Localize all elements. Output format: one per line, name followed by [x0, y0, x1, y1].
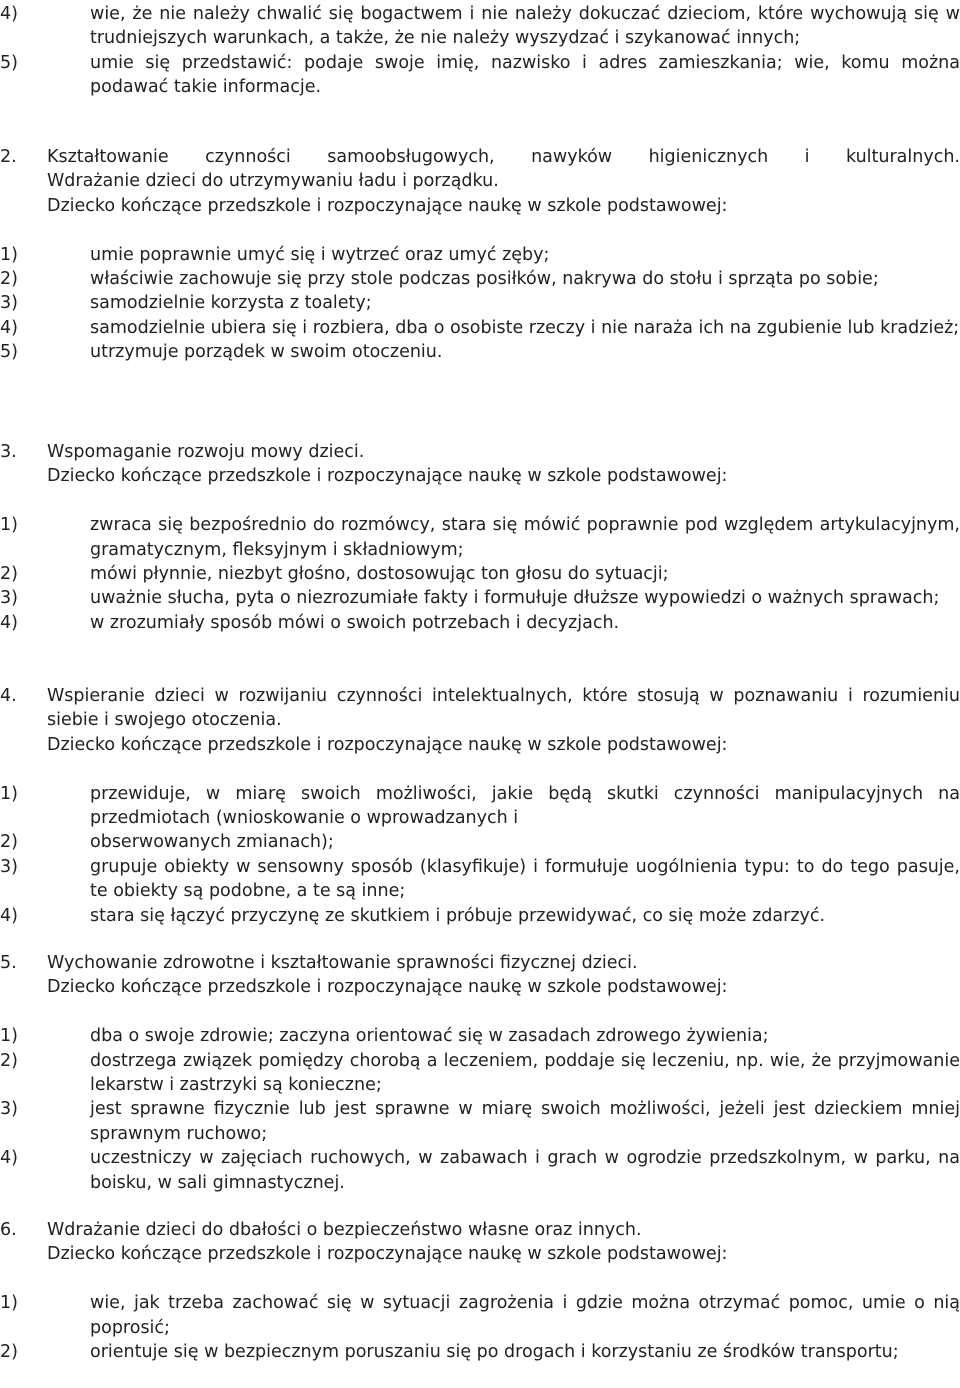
- section-2: [0, 145, 960, 365]
- item-text: samodzielnie korzysta z toalety;: [90, 293, 372, 314]
- section-number: 3.: [0, 442, 17, 462]
- item-text: obserwowanych zmianach);: [90, 832, 334, 853]
- item-text: mówi płynnie, niezbyt głośno, dostosowując ton głosu do sytuacji;: [90, 564, 669, 585]
- item-text: orientuje się w bezpiecznym poruszaniu się po drogach i korzystaniu ze środków transportu;: [90, 1342, 899, 1363]
- section-lead: Dziecko kończące przedszkole i rozpoczynające naukę w szkole podstawowej:: [47, 977, 728, 998]
- item-text: umie się przedstawić: podaje swoje imię, nazwisko i adres zamieszkania; wie, komu można podawać takie informacje.: [90, 52, 960, 98]
- item-number: 1): [0, 783, 18, 804]
- section-number: 4.: [0, 686, 17, 706]
- item-text: samodzielnie ubiera się i rozbiera, dba o osobiste rzeczy i nie naraża ich na zgubienie lub kradzież;: [90, 317, 960, 338]
- list-item: [0, 830, 960, 854]
- list-item: [0, 51, 960, 100]
- item-number: 1): [0, 1026, 18, 1047]
- item-number: 1): [0, 244, 18, 265]
- list-item: [0, 586, 960, 610]
- item-text: zwraca się bezpośrednio do rozmówcy, stara się mówić poprawnie pod względem artykulacyjnym, gramatycznym, fleksyjnym i składniowym;: [90, 515, 960, 560]
- item-number: 2): [0, 1342, 18, 1363]
- section-title-line: Wspomaganie rozwoju mowy dzieci.: [47, 442, 365, 462]
- section-lead: Dziecko kończące przedszkole i rozpoczynające naukę w szkole podstawowej:: [47, 195, 728, 216]
- section-list: [0, 1291, 960, 1364]
- list-item: [0, 316, 960, 340]
- item-text: właściwie zachowuje się przy stole podczas posiłków, nakrywa do stołu i sprząta po sobie;: [90, 269, 879, 290]
- continued-list: [0, 2, 960, 100]
- section-lead: Dziecko kończące przedszkole i rozpoczynające naukę w szkole podstawowej:: [47, 466, 728, 487]
- list-item: [0, 1049, 960, 1098]
- section-6: [0, 1218, 960, 1364]
- item-number: 2): [0, 832, 18, 853]
- list-item: [0, 1291, 960, 1340]
- item-text: stara się łączyć przyczynę ze skutkiem i próbuje przewidywać, co się może zdarzyć.: [90, 905, 826, 926]
- item-text: wie, jak trzeba zachować się w sytuacji zagrożenia i gdzie można otrzymać pomoc, umie o nią poprosić;: [90, 1293, 960, 1338]
- section-heading: [0, 145, 960, 194]
- list-item: [0, 782, 960, 831]
- section-list: [0, 782, 960, 928]
- item-text: grupuje obiekty w sensowny sposób (klasyfikuje) i formułuje uogólnienia typu: to do tego pasuje, te obiekty są podobne, a te są inne;: [90, 856, 960, 902]
- item-text: jest sprawne fizycznie lub jest sprawne w miarę swoich możliwości, jeżeli jest dzieckiem mniej sprawnym ruchowo;: [90, 1099, 960, 1144]
- item-number: 4): [0, 4, 18, 24]
- item-text: przewiduje, w miarę swoich możliwości, jakie będą skutki czynności manipulacyjnych na przedmiotach (wnioskowanie o wprowadzanych i: [90, 783, 960, 829]
- item-number: 3): [0, 856, 18, 877]
- item-number: 2): [0, 269, 18, 290]
- section-list: [0, 1024, 960, 1195]
- list-item: [0, 855, 960, 904]
- item-text: dba o swoje zdrowie; zaczyna orientować się w zasadach zdrowego żywienia;: [90, 1026, 769, 1047]
- list-item: [0, 2, 960, 51]
- section-heading: [0, 1218, 960, 1242]
- item-text: utrzymuje porządek w swoim otoczeniu.: [90, 342, 443, 363]
- section-lead: Dziecko kończące przedszkole i rozpoczynające naukę w szkole podstawowej:: [47, 1244, 728, 1265]
- section-lead: Dziecko kończące przedszkole i rozpoczynające naukę w szkole podstawowej:: [47, 734, 728, 755]
- section-title-line: Kształtowanie czynności samoobsługowych, nawyków higienicznych i kulturalnych.: [47, 147, 960, 167]
- section-title-line: Wdrażanie dzieci do dbałości o bezpieczeństwo własne oraz innych.: [47, 1220, 642, 1240]
- list-item: [0, 562, 960, 586]
- item-number: 1): [0, 515, 18, 536]
- section-heading: [0, 440, 960, 464]
- item-number: 2): [0, 564, 18, 585]
- list-item: [0, 904, 960, 928]
- section-number: 6.: [0, 1220, 17, 1240]
- list-item: [0, 1146, 960, 1195]
- item-text: dostrzega związek pomiędzy chorobą a leczeniem, poddaje się leczeniu, np. wie, że przyjmowanie lekarstw i zastrzyki są konieczne;: [90, 1050, 960, 1096]
- list-item: [0, 1024, 960, 1048]
- section-number: 5.: [0, 953, 17, 973]
- item-number: 3): [0, 293, 18, 314]
- item-text: uczestniczy w zajęciach ruchowych, w zabawach i grach w ogrodzie przedszkolnym, w parku, na boisku, w sali gimnastycznej.: [90, 1148, 960, 1193]
- list-item: [0, 1097, 960, 1146]
- section-list: [0, 513, 960, 635]
- item-number: 4): [0, 317, 18, 338]
- item-text: wie, że nie należy chwalić się bogactwem i nie należy dokuczać dzieciom, które wychowują się w trudniejszych warunkach, a także, że nie należy wyszydzać i szykanować innych;: [90, 4, 960, 49]
- item-number: 3): [0, 1099, 18, 1120]
- item-text: uważnie słucha, pyta o niezrozumiałe fakty i formułuje dłuższe wypowiedzi o ważnych sprawach;: [90, 588, 940, 609]
- item-number: 2): [0, 1050, 18, 1071]
- list-item: [0, 513, 960, 562]
- list-item: [0, 340, 960, 364]
- list-item: [0, 291, 960, 315]
- section-title-line: Wychowanie zdrowotne i kształtowanie sprawności fizycznej dzieci.: [47, 953, 638, 973]
- item-number: 3): [0, 588, 18, 609]
- section-title-line: Wdrażanie dzieci do utrzymywaniu ładu i porządku.: [47, 171, 499, 192]
- item-number: 1): [0, 1293, 18, 1314]
- list-item: [0, 1340, 960, 1364]
- list-item: [0, 611, 960, 635]
- item-number: 4): [0, 905, 18, 926]
- item-text: umie poprawnie umyć się i wytrzeć oraz umyć zęby;: [90, 244, 550, 265]
- section-number: 2.: [0, 147, 17, 167]
- section-list: [0, 243, 960, 365]
- list-item: [0, 243, 960, 267]
- section-4: [0, 684, 960, 928]
- section-5: [0, 951, 960, 1195]
- item-number: 4): [0, 1148, 18, 1169]
- item-number: 5): [0, 52, 18, 73]
- list-item: [0, 267, 960, 291]
- item-text: w zrozumiały sposób mówi o swoich potrzebach i decyzjach.: [90, 612, 620, 633]
- section-title-line: Wspieranie dzieci w rozwijaniu czynności intelektualnych, które stosują w poznawaniu i rozumieniu siebie i swojego otoczenia.: [47, 686, 960, 731]
- section-heading: [0, 951, 960, 975]
- section-heading: [0, 684, 960, 733]
- section-3: [0, 440, 960, 635]
- item-number: 5): [0, 342, 18, 363]
- item-number: 4): [0, 612, 18, 633]
